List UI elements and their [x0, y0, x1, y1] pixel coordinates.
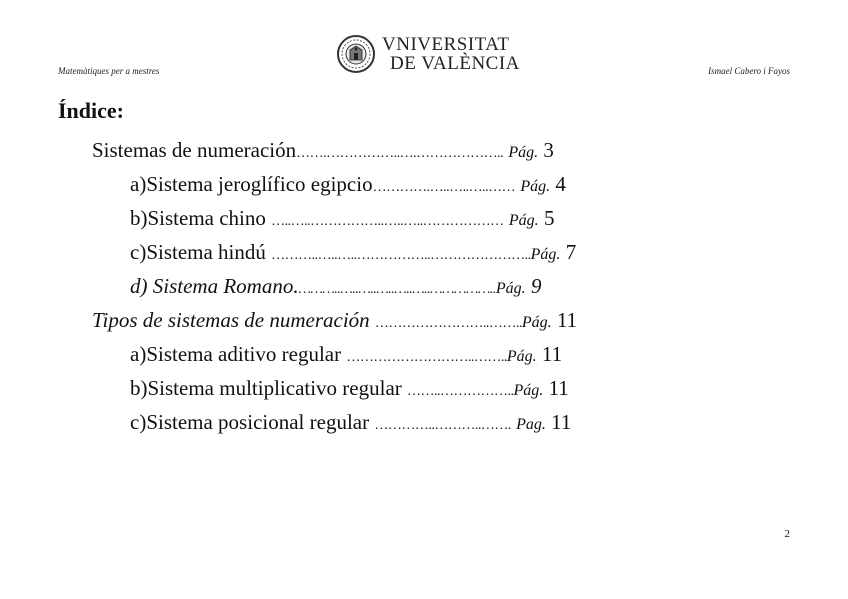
toc-leader: ……..…………….. — [407, 384, 514, 399]
toc-label: c)Sistema posicional regular — [130, 410, 370, 434]
toc-page-abbrev: Pág. — [520, 178, 551, 195]
toc-page-abbrev: Pág. — [508, 212, 539, 229]
toc-page-number: 11 — [548, 376, 569, 400]
toc-label: c)Sistema hindú — [130, 240, 266, 264]
toc-leader: ……………………..…….. — [374, 316, 522, 331]
toc-leader: ………..…..…..……………..………………….. — [271, 248, 531, 263]
toc-entry — [130, 340, 562, 368]
toc-label: Sistemas de numeración — [92, 138, 297, 162]
university-logo — [336, 34, 520, 74]
toc-leader: …………..………..……. — [374, 418, 511, 433]
toc-leader: …….……………..….……………….. — [296, 146, 504, 161]
toc-entry — [130, 374, 569, 402]
page-title: Índice: — [58, 98, 124, 123]
toc-page-abbrev: Pág. — [495, 280, 526, 297]
toc-label: b)Sistema chino — [130, 206, 266, 230]
toc-page-abbrev: Pág. — [521, 314, 552, 331]
toc-page-number: 3 — [543, 138, 554, 162]
toc-entry — [130, 408, 571, 436]
toc-leader: …..…..……………..…..…..……………… — [271, 214, 504, 229]
toc-leader: ………….…..…..…..…… — [372, 180, 516, 195]
toc-page-number: 5 — [543, 206, 555, 230]
toc-page-number: 7 — [565, 240, 577, 264]
page-number: 2 — [784, 528, 790, 540]
toc-page-number: 11 — [556, 308, 578, 332]
header-right-text: Ismael Cabero i Fayos — [708, 66, 790, 76]
toc-page-number: 11 — [551, 410, 572, 434]
toc-page-number: 4 — [555, 172, 566, 196]
toc-entry — [130, 170, 566, 198]
toc-entry — [92, 136, 554, 164]
toc-label: b)Sistema multiplicativo regular — [130, 376, 402, 400]
toc-leader: ………………………..…….. — [346, 350, 507, 365]
toc-label: a)Sistema aditivo regular — [130, 342, 342, 366]
toc-page-abbrev: Pag. — [516, 416, 546, 433]
university-seal-icon — [336, 34, 376, 74]
toc-page-abbrev: Pág. — [513, 382, 544, 399]
header-left-text: Matemàtiques per a mestres — [58, 66, 160, 76]
toc-page-number: 11 — [541, 342, 563, 366]
toc-page-abbrev: Pág. — [530, 246, 561, 263]
logo-line-2: DE VALÈNCIA — [390, 53, 520, 74]
toc-entry — [130, 272, 541, 300]
toc-page-abbrev: Pág. — [506, 348, 537, 365]
toc-label: a)Sistema jeroglífico egipcio — [130, 172, 373, 196]
toc-entry — [130, 204, 554, 232]
toc-label: Tipos de sistemas de numeración — [92, 308, 370, 332]
toc-leader: ………..…..…..…..…..…..…………….. — [298, 282, 496, 297]
logo-line-1: VNIVERSITAT — [382, 34, 510, 55]
toc-entry — [130, 238, 576, 266]
toc-page-abbrev: Pág. — [508, 144, 539, 161]
toc-entry — [92, 306, 577, 334]
toc-page-number: 9 — [530, 274, 542, 298]
toc-label: d) Sistema Romano. — [130, 274, 299, 298]
